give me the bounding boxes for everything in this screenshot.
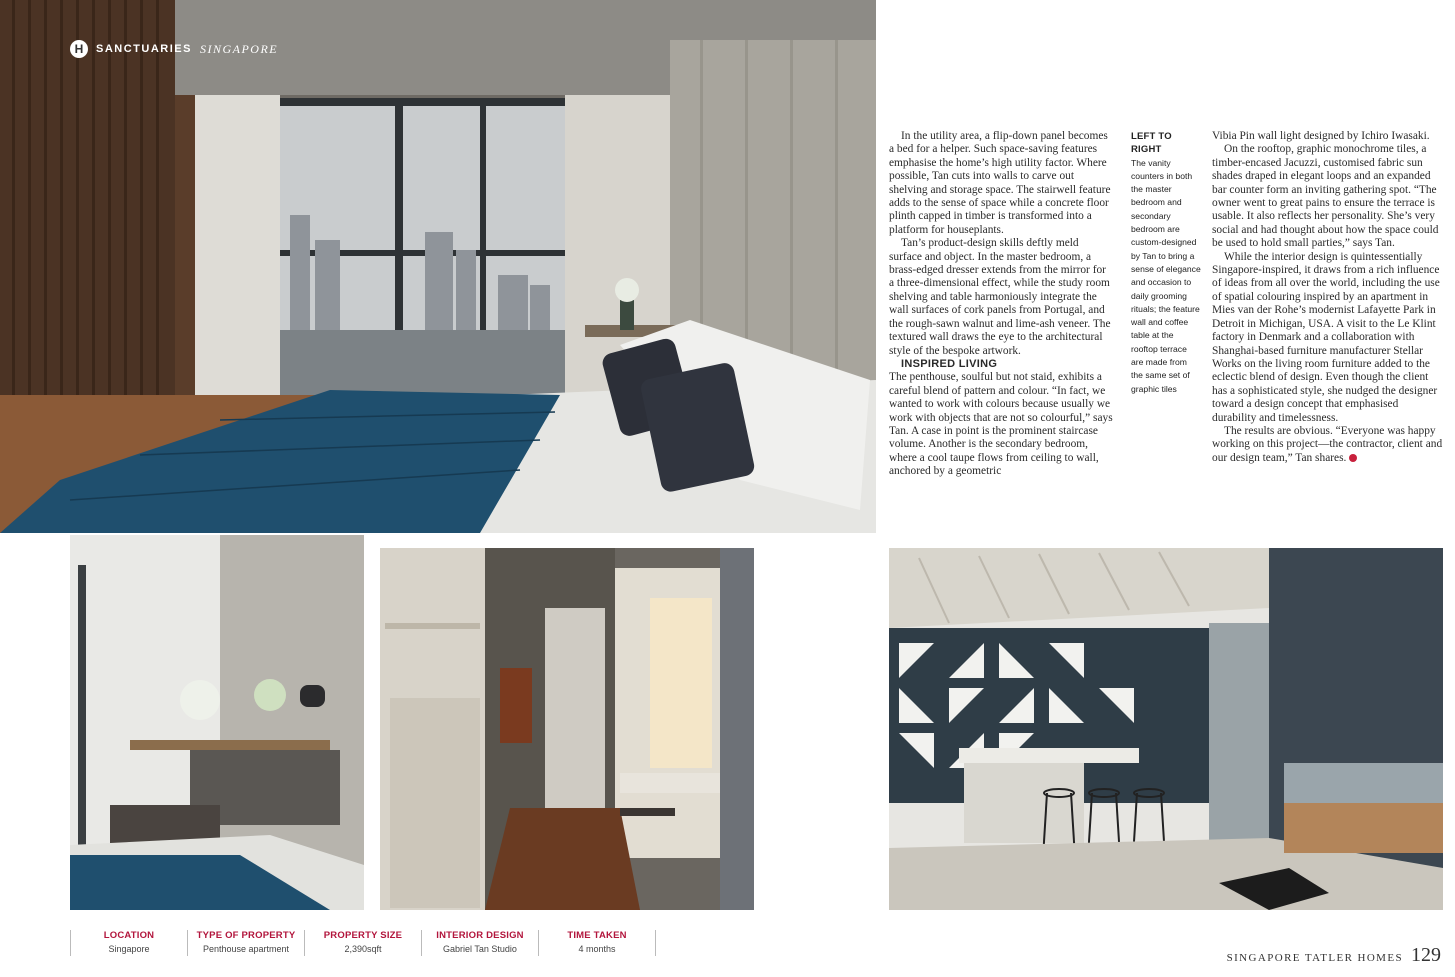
paragraph: On the rooftop, graphic monochrome tiles, a timber-encased Jacuzzi, customised fabric sun shades draped in elegant loops and an expanded bar counter form an inviting gathering spot. “The owner went to great pains to ensure the terrace is usable. It also reflects her personality. She’s very social and had thought about how the space could be used to hold small parties,” says Tan.	[1212, 143, 1439, 250]
caption-heading: LEFT TO RIGHT	[1131, 131, 1172, 156]
end-mark-icon	[1349, 454, 1357, 462]
photo-master-bedroom	[0, 0, 876, 533]
magazine-logo-icon: H	[70, 40, 88, 58]
article-column-2	[1212, 130, 1444, 465]
page-footer	[1227, 944, 1441, 967]
photo-rooftop-terrace	[889, 548, 1443, 910]
paragraph-text: The results are obvious. “Everyone was happy working on this project—the contractor, client and our design team,” Tan shares.	[1212, 424, 1443, 464]
page-number: 129	[1411, 944, 1441, 966]
section-label: SANCTUARIES	[96, 43, 192, 55]
subsection-label: SINGAPORE	[199, 41, 279, 56]
photo-vanity-master	[70, 535, 364, 910]
section-header	[70, 40, 278, 58]
info-property-type	[187, 930, 304, 956]
info-label: TIME TAKEN	[567, 930, 627, 941]
info-value: Gabriel Tan Studio	[443, 944, 517, 954]
paragraph: The penthouse, soulful but not staid, exhibits a careful blend of pattern and colour. “In fact, we wanted to work with colours because usually we work with objects that are not so colourful,” says Tan. A case in point is the prominent staircase volume. Another is the secondary bedroom, where a cool taupe flows from ceiling to wall, anchored by a geometric	[889, 371, 1113, 478]
info-value: 2,390sqft	[344, 944, 382, 954]
paragraph: While the interior design is quintessentially Singapore-inspired, it draws from a rich influence of ideas from all over the world, including the use of spatial colouring inspired by an apartment in Mies van der Rohe’s modernist Lafayette Park in Detroit in Michigan, USA. A visit to the Le Klint factory in Denmark and a collaboration with Shanghai-based furniture manufacturer Stellar Works on the living room furniture added to the eclectic blend of design. Even though the client has a sophisticated style, she nudged the designer toward a design concept that emphasised durability and timelessness.	[1212, 250, 1440, 424]
property-info-bar	[70, 930, 656, 956]
info-divider	[655, 930, 656, 956]
photo-vanity-secondary	[380, 548, 754, 910]
info-label: PROPERTY SIZE	[323, 930, 403, 941]
paragraph: Vibia Pin wall light designed by Ichiro Iwasaki.	[1212, 130, 1430, 142]
info-location	[70, 930, 187, 956]
photo-caption	[1131, 130, 1201, 396]
info-interior-design	[421, 930, 538, 956]
article-column-1	[889, 130, 1113, 479]
info-label: INTERIOR DESIGN	[436, 930, 524, 941]
caption-text: The vanity counters in both the master bedroom and secondary bedroom are custom-designed by Tan to bring a sense of elegance and occasion to daily grooming rituals; the feature wall and coffee table at the rooftop terrace are made from the same set of graphic tiles	[1131, 157, 1201, 394]
info-property-size	[304, 930, 421, 956]
paragraph: In the utility area, a flip-down panel becomes a bed for a helper. Such space-saving features emphasise the home’s high utility factor. Where possible, Tan cuts into walls to carve out shelving and storage space. The stairwell feature adds to the sense of space while a concrete floor plinth capped in timber is transformed into a platform for houseplants.	[889, 130, 1111, 236]
info-time-taken	[538, 930, 655, 956]
info-value: Penthouse apartment	[202, 944, 290, 954]
subheading: INSPIRED LIVING	[901, 357, 998, 370]
paragraph: Tan’s product-design skills deftly meld surface and object. In the master bedroom, a brass-edged dresser extends from the mirror for a three-dimensional effect, while the study room shelving and table harmoniously integrate the wall surfaces of cork panels from Portugal, and the rough-sawn walnut and lime-ash veneer. The textured wall draws the eye to the architectural style of the bespoke artwork.	[889, 237, 1111, 357]
info-value: Singapore	[108, 944, 150, 954]
info-label: LOCATION	[103, 930, 155, 941]
info-label: TYPE OF PROPERTY	[196, 930, 296, 941]
magazine-title: SINGAPORE TATLER HOMES	[1226, 952, 1403, 964]
info-value: 4 months	[578, 944, 616, 954]
paragraph	[1212, 425, 1444, 465]
